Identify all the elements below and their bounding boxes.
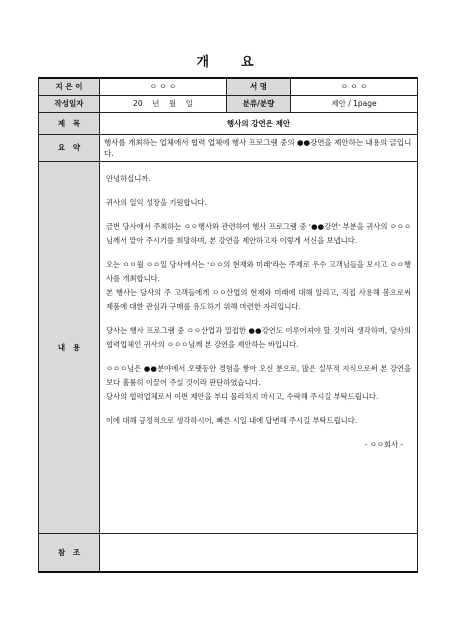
subject-label: 제 목 — [39, 112, 100, 134]
content-paragraph-7: 이에 대해 긍정적으로 생각하시어, 빠른 시일 내에 답변해 주시길 부탁드립니다. — [106, 415, 358, 425]
summary-label: 요 약 — [39, 134, 100, 161]
content-row — [39, 161, 418, 533]
content-body — [100, 161, 418, 533]
date-label: 작성일자 — [39, 95, 100, 112]
date-value: 20 년 월 일 — [100, 95, 227, 112]
content-signature: - ㅇㅇ회사 - — [364, 439, 403, 449]
content-paragraph-1: 안녕하십니까. — [106, 173, 151, 183]
content-label: 내 용 — [39, 161, 100, 533]
author-value: ㅇ ㅇ ㅇ — [100, 78, 227, 95]
reference-row — [39, 533, 418, 572]
content-paragraph-6: ㅇㅇㅇ님은 ●●분야에서 오랫동안 경험을 쌓아 오신 분으로, 많은 실무적 지식으로써 본 강연을 보다 훌륭히 이끌어 주실 것이라 판단하였습니다. 당사의 협력업체로서 이번 제안을 부디 물리치지 마시고, 수락해 주시길 부탁드립니다. — [106, 363, 411, 401]
category-value: 제안 / 1page — [291, 95, 418, 112]
category-label: 분류/분량 — [227, 95, 291, 112]
summary-row — [39, 134, 418, 161]
date-row — [39, 95, 418, 112]
content-paragraph-5: 당사는 행사 프로그램 중 ㅇㅇ산업과 밀접한 ●●강연도 이루어져야 할 것이라 생각하며, 당사의 협력업체인 귀사의 ㅇㅇㅇ님께 본 강연을 제안하는 바입니다. — [106, 325, 411, 349]
content-paragraph-3: 금번 당사에서 주최하는 ㅇㅇ행사와 관련하여 행사 프로그램 중 '●●강연' 부분을 귀사의 ㅇㅇㅇ님께서 맡아 주시기를 희망하며, 본 강연을 제안하고자 이렇게 서신을 보냅니다. — [106, 221, 411, 245]
author-label: 지 은 이 — [39, 78, 100, 95]
reference-value — [100, 533, 418, 572]
document-title — [0, 51, 450, 70]
subject-row — [39, 112, 418, 134]
content-paragraph-2: 귀사의 일익 성장을 기원합니다. — [106, 197, 207, 207]
signature-label: 서 명 — [227, 78, 291, 95]
author-row — [39, 78, 418, 95]
signature-value: ㅇ ㅇ ㅇ — [291, 78, 418, 95]
subject-value: 행사의 강연은 제안 — [100, 112, 418, 134]
content-paragraph-4: 오는 ㅇㅇ월 ㅇㅇ일 당사에서는 'ㅇㅇ의 현재와 미래'라는 주제로 우수 고객님들을 모시고 ㅇㅇ행사를 개최합니다. 본 행사는 당사의 주 고객들에게 ㅇㅇ산업의 현재와 미래에 대해 알리고, 직접 사용해 봄으로써 제품에 대한 관심과 구매를 유도하기 위해 마련한 자리입니다. — [106, 259, 411, 311]
summary-value: 행사를 개최하는 업체에서 협력 업체에 행사 프로그램 중의 ●●강연을 제안하는 내용의 글입니다. — [100, 134, 418, 161]
title-char-2: 요 — [241, 55, 254, 70]
reference-label: 참 조 — [39, 533, 100, 572]
title-char-1: 개 — [196, 55, 209, 70]
overview-form — [38, 77, 418, 573]
